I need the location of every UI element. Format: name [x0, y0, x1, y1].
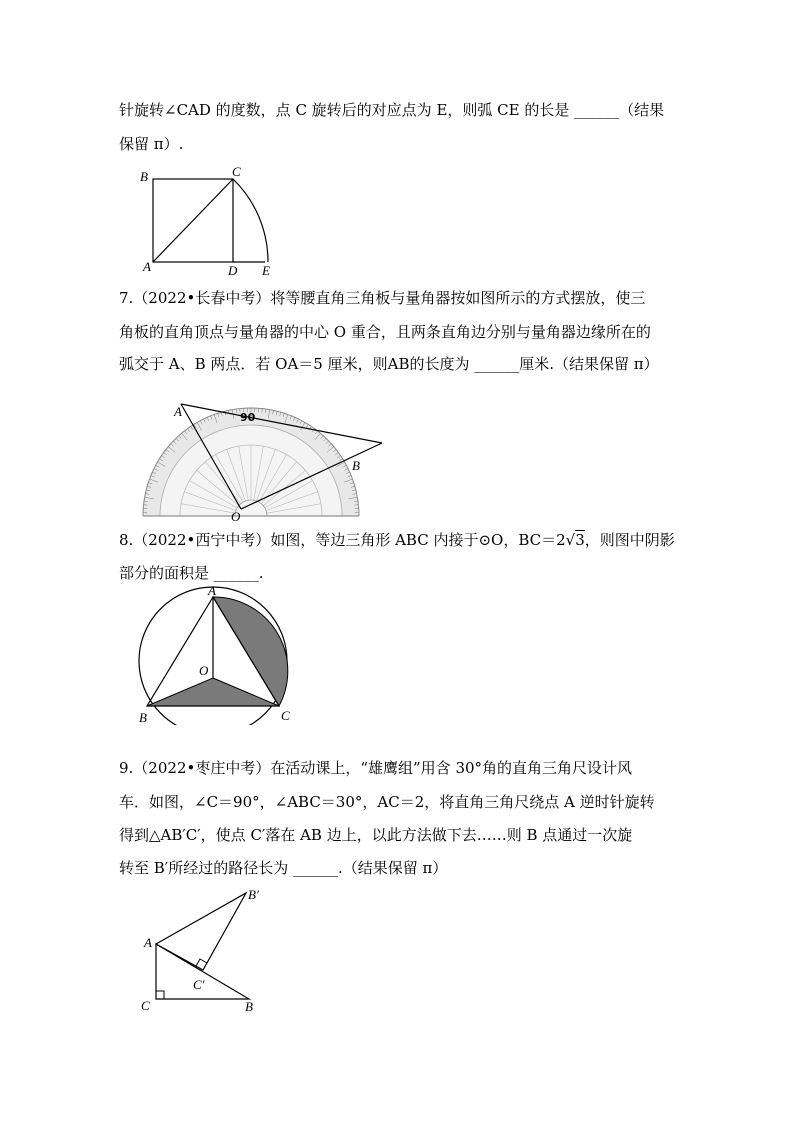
q8-text-line2: 部分的面积是 ______.	[119, 564, 264, 582]
q9-triangle-abpcp	[156, 893, 246, 970]
q7-text-line3-pre: 弧交于 A、B 两点．若 OA＝5 厘米，则	[119, 355, 388, 373]
q7-text-line3-post: 的长度为 ______厘米.（结果保留 π）	[409, 355, 659, 373]
q6-figure	[135, 163, 285, 283]
q7-figure	[135, 395, 395, 523]
q9-label-c-prime: C′	[193, 977, 205, 992]
q7-text-line1: 7.（2022•长春中考）将等腰直角三角板与量角器按如图所示的方式摆放，使三	[119, 289, 646, 307]
q8-text-line1-post: ，则图中阴影	[584, 531, 675, 549]
q6-text-line1: 针旋转∠CAD 的度数，点 C 旋转后的对应点为 E，则弧 CE 的长是 ______（结果	[119, 101, 665, 119]
q7-text-line3	[119, 354, 659, 374]
q8-text-line1	[119, 530, 675, 550]
q6-label-a: A	[143, 259, 151, 274]
q8-sqrt-value: 3	[575, 531, 585, 549]
q9-label-b: B	[245, 999, 253, 1014]
q8-label-a: A	[208, 583, 216, 598]
q7-arc-ab-symbol: AB	[387, 355, 410, 373]
q8-label-b: B	[139, 710, 147, 725]
q6-arc-ce	[233, 179, 268, 262]
q9-text-line2: 车．如图，∠C＝90°，∠ABC＝30°，AC＝2，将直角三角尺绕点 A 逆时针旋转	[119, 793, 655, 811]
q7-protractor-mark: 90	[240, 411, 256, 424]
q6-label-b: B	[140, 169, 148, 184]
q8-label-c: C	[281, 708, 290, 723]
q9-label-b-prime: B′	[248, 887, 259, 902]
q6-diagonal-ac	[153, 179, 233, 262]
q9-text-line1: 9.（2022•枣庄中考）在活动课上，“雄鹰组”用含 30°角的直角三角尺设计风	[119, 759, 633, 777]
q8-sqrt-symbol: √	[565, 531, 576, 549]
q9-text-line3: 得到△AB′C′，使点 C′落在 AB 边上，以此方法做下去……则 B 点通过一次旋	[119, 826, 633, 844]
q9-figure	[138, 882, 278, 1017]
q6-label-c: C	[232, 164, 241, 179]
q8-label-o: O	[199, 663, 209, 678]
q7-label-b: B	[352, 458, 360, 473]
q7-label-a: A	[174, 404, 182, 419]
q7-text-line2: 角板的直角顶点与量角器的中心 O 重合，且两条直角边分别与量角器边缘所在的	[119, 323, 651, 341]
q7-label-o: O	[231, 509, 241, 523]
q9-text-line4: 转至 B′所经过的路径长为 ______.（结果保留 π）	[119, 859, 448, 877]
q8-text-line1-pre: 8.（2022•西宁中考）如图，等边三角形 ABC 内接于⊙O，BC＝2	[119, 531, 566, 549]
q6-label-e: E	[262, 263, 270, 278]
q6-text-line2: 保留 π）.	[119, 135, 184, 153]
q8-figure	[135, 583, 295, 725]
q9-label-c: C	[141, 998, 150, 1013]
q9-label-a: A	[144, 935, 152, 950]
q6-label-d: D	[228, 263, 238, 278]
